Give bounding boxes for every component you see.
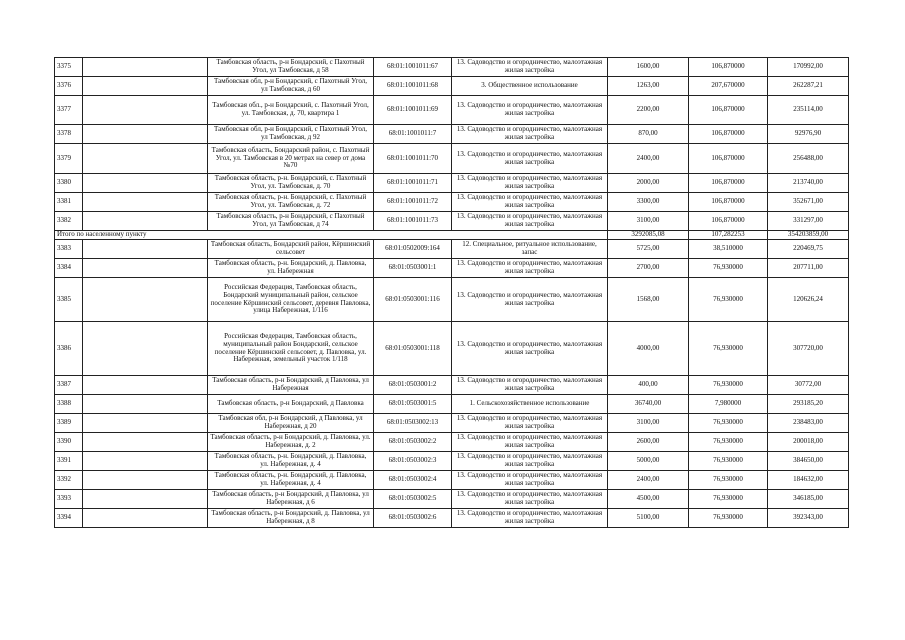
table-row (55, 509, 849, 528)
row-number-cell: 3391 (55, 452, 83, 471)
specific-value-cell: 76,930000 (689, 278, 768, 322)
locality-cell (83, 58, 208, 77)
total-area-cell: 3292085,08 (608, 231, 689, 240)
locality-cell (83, 125, 208, 144)
cadastral-value-cell: 346185,00 (768, 490, 849, 509)
cadastral-value-cell: 384650,00 (768, 452, 849, 471)
row-number-cell: 3387 (55, 376, 83, 395)
table-row (55, 259, 849, 278)
cadastral-value-cell: 262287,21 (768, 77, 849, 96)
land-use-cell: 13. Садоводство и огородничество, малоэтажная жилая застройка (452, 322, 608, 376)
land-use-cell: 13. Садоводство и огородничество, малоэтажная жилая застройка (452, 58, 608, 77)
specific-value-cell: 106,870000 (689, 96, 768, 125)
land-use-cell: 13. Садоводство и огородничество, малоэтажная жилая застройка (452, 376, 608, 395)
cadastral-number-cell: 68:01:0503002:4 (374, 471, 452, 490)
specific-value-cell: 106,870000 (689, 212, 768, 231)
row-number-cell: 3389 (55, 414, 83, 433)
table-row (55, 452, 849, 471)
specific-value-cell: 76,930000 (689, 376, 768, 395)
locality-cell (83, 96, 208, 125)
row-number-cell: 3382 (55, 212, 83, 231)
area-cell: 5725,00 (608, 240, 689, 259)
row-number-cell: 3381 (55, 193, 83, 212)
locality-cell (83, 395, 208, 414)
specific-value-cell: 106,870000 (689, 58, 768, 77)
cadastral-number-cell: 68:01:0503001:118 (374, 322, 452, 376)
table-row (55, 278, 849, 322)
cadastral-number-cell: 68:01:0503001:5 (374, 395, 452, 414)
cadastral-value-cell: 220469,75 (768, 240, 849, 259)
specific-value-cell: 106,870000 (689, 125, 768, 144)
address-cell: Тамбовская область, Бондарский район, Кёршинский сельсовет (208, 240, 374, 259)
area-cell: 5000,00 (608, 452, 689, 471)
land-use-cell: 13. Садоводство и огородничество, малоэтажная жилая застройка (452, 509, 608, 528)
table-row (55, 77, 849, 96)
address-cell: Тамбовская область, Бондарский район, с. Пахотный Угол, ул. Тамбовская в 20 метрах на север от дома №70 (208, 144, 374, 174)
specific-value-cell: 38,510000 (689, 240, 768, 259)
address-cell: Тамбовская область, р-н Бондарский, д. Павловка, ул. Набережная, д. 2 (208, 433, 374, 452)
land-use-cell: 1. Сельскохозяйственное использование (452, 395, 608, 414)
table-row (55, 96, 849, 125)
area-cell: 2400,00 (608, 471, 689, 490)
address-cell: Тамбовская обл, р-н Бондарский, д Павловка, ул Набережная, д 20 (208, 414, 374, 433)
table-row (55, 240, 849, 259)
address-cell: Тамбовская область, р-н. Бондарский, д. Павловка, ул. Набережная (208, 259, 374, 278)
row-number-cell: 3375 (55, 58, 83, 77)
cadastral-value-cell: 307720,00 (768, 322, 849, 376)
cadastral-value-cell: 352671,00 (768, 193, 849, 212)
land-use-cell: 13. Садоводство и огородничество, малоэтажная жилая застройка (452, 433, 608, 452)
specific-value-cell: 207,670000 (689, 77, 768, 96)
locality-cell (83, 278, 208, 322)
address-cell: Тамбовская область, р-н Бондарский, д Павловка, ул Набережная (208, 376, 374, 395)
area-cell: 5100,00 (608, 509, 689, 528)
cadastral-value-table (54, 57, 849, 528)
locality-cell (83, 414, 208, 433)
specific-value-cell: 76,930000 (689, 509, 768, 528)
locality-cell (83, 174, 208, 193)
cadastral-number-cell: 68:01:1001011:70 (374, 144, 452, 174)
land-use-cell: 13. Садоводство и огородничество, малоэтажная жилая застройка (452, 452, 608, 471)
cadastral-value-cell: 92976,90 (768, 125, 849, 144)
locality-cell (83, 433, 208, 452)
land-use-cell: 13. Садоводство и огородничество, малоэтажная жилая застройка (452, 193, 608, 212)
cadastral-number-cell: 68:01:1001011:73 (374, 212, 452, 231)
land-use-cell: 3. Общественное использование (452, 77, 608, 96)
specific-value-cell: 76,930000 (689, 259, 768, 278)
area-cell: 3100,00 (608, 414, 689, 433)
area-cell: 4500,00 (608, 490, 689, 509)
cadastral-value-cell: 30772,00 (768, 376, 849, 395)
land-use-cell: 13. Садоводство и огородничество, малоэтажная жилая застройка (452, 278, 608, 322)
row-number-cell: 3385 (55, 278, 83, 322)
specific-value-cell: 7,980000 (689, 395, 768, 414)
table-row (55, 212, 849, 231)
cadastral-value-cell: 200018,00 (768, 433, 849, 452)
cadastral-number-cell: 68:01:1001011:67 (374, 58, 452, 77)
table-row (55, 414, 849, 433)
area-cell: 36740,00 (608, 395, 689, 414)
address-cell: Тамбовская область, р-н Бондарский, с Пахотный Угол, ул Тамбовская, д 58 (208, 58, 374, 77)
locality-cell (83, 259, 208, 278)
locality-cell (83, 322, 208, 376)
cadastral-value-cell: 120626,24 (768, 278, 849, 322)
table-row (55, 144, 849, 174)
specific-value-cell: 76,930000 (689, 433, 768, 452)
cadastral-value-cell: 235114,00 (768, 96, 849, 125)
area-cell: 400,00 (608, 376, 689, 395)
cadastral-value-cell: 331297,00 (768, 212, 849, 231)
area-cell: 1600,00 (608, 58, 689, 77)
address-cell: Российская Федерация, Тамбовская область, Бондарский муниципальный район, сельское поселение Кёршинский сельсовет, деревня Павловка, улица Набережная, 1/116 (208, 278, 374, 322)
cadastral-value-cell: 256488,00 (768, 144, 849, 174)
cadastral-number-cell: 68:01:0503002:13 (374, 414, 452, 433)
table-row (55, 395, 849, 414)
area-cell: 4000,00 (608, 322, 689, 376)
land-use-cell: 13. Садоводство и огородничество, малоэтажная жилая застройка (452, 212, 608, 231)
row-number-cell: 3394 (55, 509, 83, 528)
specific-value-cell: 76,930000 (689, 322, 768, 376)
cadastral-value-cell: 392343,00 (768, 509, 849, 528)
cadastral-number-cell: 68:01:0503002:3 (374, 452, 452, 471)
area-cell: 1263,00 (608, 77, 689, 96)
cadastral-number-cell: 68:01:0503001:2 (374, 376, 452, 395)
table-row (55, 322, 849, 376)
area-cell: 3100,00 (608, 212, 689, 231)
cadastral-number-cell: 68:01:0503001:116 (374, 278, 452, 322)
area-cell: 2400,00 (608, 144, 689, 174)
row-number-cell: 3380 (55, 174, 83, 193)
locality-cell (83, 212, 208, 231)
specific-value-cell: 106,870000 (689, 144, 768, 174)
total-cadastral-value-cell: 354203859,00 (768, 231, 849, 240)
row-number-cell: 3378 (55, 125, 83, 144)
address-cell: Российская Федерация, Тамбовская область, муниципальный район Бондарский, сельское поселение Кёршинский сельсовет, д. Павловка, ул. Набережная, земельный участок 1/118 (208, 322, 374, 376)
address-cell: Тамбовская область, р-н Бондарский, д Павловка (208, 395, 374, 414)
cadastral-number-cell: 68:01:1001011:69 (374, 96, 452, 125)
row-number-cell: 3388 (55, 395, 83, 414)
locality-cell (83, 144, 208, 174)
locality-cell (83, 509, 208, 528)
area-cell: 3300,00 (608, 193, 689, 212)
cadastral-number-cell: 68:01:0502009:164 (374, 240, 452, 259)
table-row (55, 174, 849, 193)
locality-cell (83, 77, 208, 96)
table-row (55, 433, 849, 452)
total-label: Итого по населенному пункту (55, 231, 608, 240)
row-number-cell: 3393 (55, 490, 83, 509)
row-number-cell: 3392 (55, 471, 83, 490)
total-row (55, 231, 849, 240)
land-use-cell: 13. Садоводство и огородничество, малоэтажная жилая застройка (452, 414, 608, 433)
row-number-cell: 3379 (55, 144, 83, 174)
table-row (55, 490, 849, 509)
cadastral-number-cell: 68:01:0503002:5 (374, 490, 452, 509)
locality-cell (83, 452, 208, 471)
row-number-cell: 3390 (55, 433, 83, 452)
address-cell: Тамбовская область, р-н Бондарский, д. Павловка, ул Набережная, д 8 (208, 509, 374, 528)
table-row (55, 193, 849, 212)
area-cell: 2200,00 (608, 96, 689, 125)
land-use-cell: 13. Садоводство и огородничество, малоэтажная жилая застройка (452, 144, 608, 174)
area-cell: 2000,00 (608, 174, 689, 193)
cadastral-number-cell: 68:01:0503002:2 (374, 433, 452, 452)
land-use-cell: 13. Садоводство и огородничество, малоэтажная жилая застройка (452, 125, 608, 144)
specific-value-cell: 106,870000 (689, 193, 768, 212)
cadastral-number-cell: 68:01:1001011:68 (374, 77, 452, 96)
locality-cell (83, 376, 208, 395)
specific-value-cell: 76,930000 (689, 452, 768, 471)
locality-cell (83, 471, 208, 490)
land-use-cell: 13. Садоводство и огородничество, малоэтажная жилая застройка (452, 259, 608, 278)
table-row (55, 125, 849, 144)
address-cell: Тамбовская область, р-н. Бондарский, с. Пахотный Угол, ул. Тамбовская, д. 72 (208, 193, 374, 212)
land-use-cell: 13. Садоводство и огородничество, малоэтажная жилая застройка (452, 490, 608, 509)
address-cell: Тамбовская область, р-н Бондарский, с Пахотный Угол, ул Тамбовская, д 74 (208, 212, 374, 231)
cadastral-value-cell: 213740,00 (768, 174, 849, 193)
row-number-cell: 3383 (55, 240, 83, 259)
area-cell: 870,00 (608, 125, 689, 144)
area-cell: 2700,00 (608, 259, 689, 278)
cadastral-value-cell: 238483,00 (768, 414, 849, 433)
cadastral-value-cell: 170992,00 (768, 58, 849, 77)
land-use-cell: 13. Садоводство и огородничество, малоэтажная жилая застройка (452, 471, 608, 490)
table-row (55, 376, 849, 395)
address-cell: Тамбовская область, р-н. Бондарский, д. Павловка, ул. Набережная, д. 4 (208, 471, 374, 490)
land-use-cell: 13. Садоводство и огородничество, малоэтажная жилая застройка (452, 174, 608, 193)
address-cell: Тамбовская обл., р-н Бондарский, с. Пахотный Угол, ул. Тамбовская, д. 70, квартира 1 (208, 96, 374, 125)
address-cell: Тамбовская обл, р-н Бондарский, с Пахотный Угол, ул Тамбовская, д 60 (208, 77, 374, 96)
cadastral-number-cell: 68:01:1001011:71 (374, 174, 452, 193)
cadastral-value-cell: 207711,00 (768, 259, 849, 278)
locality-cell (83, 490, 208, 509)
locality-cell (83, 240, 208, 259)
address-cell: Тамбовская область, р-н. Бондарский, д. Павловка, ул. Набережная, д. 4 (208, 452, 374, 471)
land-use-cell: 13. Садоводство и огородничество, малоэтажная жилая застройка (452, 96, 608, 125)
land-use-cell: 12. Специальное, ритуальное использование, запас (452, 240, 608, 259)
row-number-cell: 3384 (55, 259, 83, 278)
locality-cell (83, 193, 208, 212)
address-cell: Тамбовская область, р-н Бондарский, д Павловка, ул Набережная, д 6 (208, 490, 374, 509)
table-row (55, 471, 849, 490)
specific-value-cell: 106,870000 (689, 174, 768, 193)
cadastral-number-cell: 68:01:1001011:7 (374, 125, 452, 144)
area-cell: 2600,00 (608, 433, 689, 452)
table-body (55, 58, 849, 528)
specific-value-cell: 76,930000 (689, 414, 768, 433)
cadastral-value-cell: 293185,20 (768, 395, 849, 414)
table-row (55, 58, 849, 77)
specific-value-cell: 76,930000 (689, 471, 768, 490)
address-cell: Тамбовская область, р-н. Бондарский, с. Пахотный Угол, ул. Тамбовская, д. 70 (208, 174, 374, 193)
cadastral-number-cell: 68:01:1001011:72 (374, 193, 452, 212)
area-cell: 1568,00 (608, 278, 689, 322)
row-number-cell: 3376 (55, 77, 83, 96)
address-cell: Тамбовская обл, р-н Бондарский, с Пахотный Угол, ул Тамбовская, д 92 (208, 125, 374, 144)
specific-value-cell: 76,930000 (689, 490, 768, 509)
row-number-cell: 3377 (55, 96, 83, 125)
cadastral-number-cell: 68:01:0503002:6 (374, 509, 452, 528)
total-specific-value-cell: 107,282253 (689, 231, 768, 240)
row-number-cell: 3386 (55, 322, 83, 376)
cadastral-number-cell: 68:01:0503001:1 (374, 259, 452, 278)
cadastral-value-cell: 184632,00 (768, 471, 849, 490)
